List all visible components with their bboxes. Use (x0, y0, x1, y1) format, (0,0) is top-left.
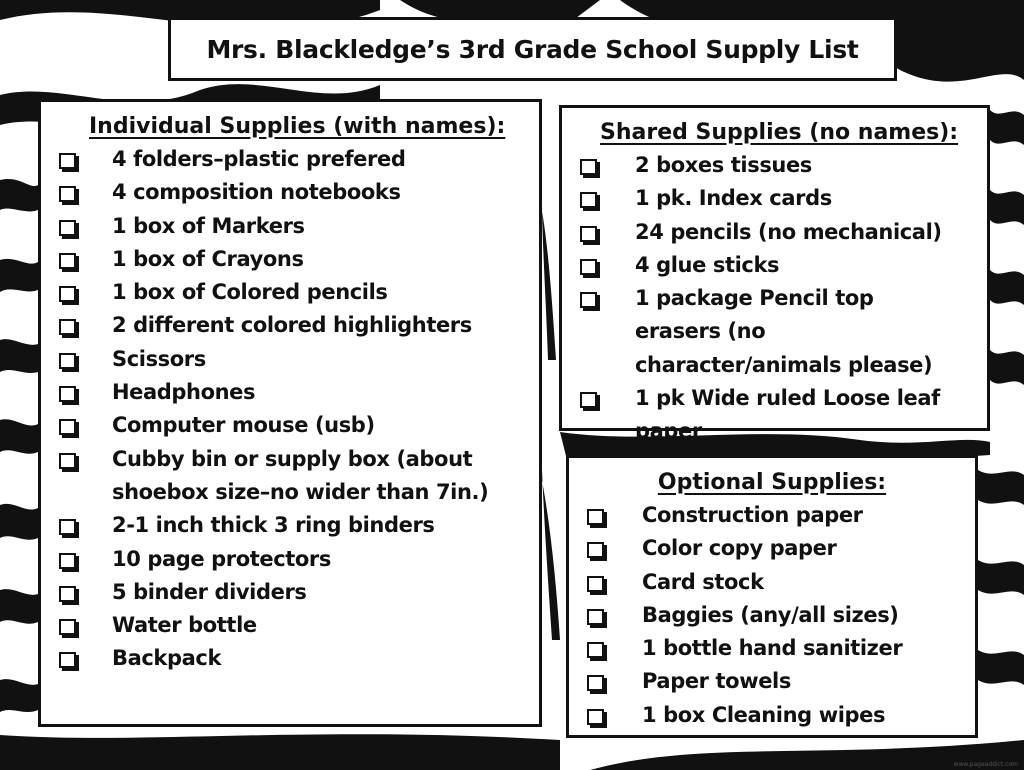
checkbox-icon (59, 619, 76, 635)
checkbox-icon (580, 292, 597, 308)
list-item (55, 509, 539, 542)
list-item (576, 249, 987, 282)
checkbox-icon (580, 192, 597, 208)
checkbox-icon (59, 553, 76, 569)
list-item (583, 699, 975, 732)
checkbox-icon (59, 353, 76, 369)
title-box (168, 17, 897, 81)
checkbox-icon (580, 159, 597, 175)
checkbox-icon (587, 509, 604, 525)
list-item (576, 149, 987, 182)
checkbox-icon (59, 186, 76, 202)
list-item (583, 532, 975, 565)
list-item (55, 243, 539, 276)
item-label: Cubby bin or supply box (about shoebox size–no wider than 7in.) (112, 446, 489, 504)
list-item (55, 210, 539, 243)
item-label: 4 composition notebooks (112, 180, 401, 205)
checkbox-icon (580, 226, 597, 242)
page-title: Mrs. Blackledge’s 3rd Grade School Supply List (206, 34, 859, 64)
individual-supplies-box (38, 99, 542, 727)
shared-supplies-heading: Shared Supplies (no names): (600, 120, 959, 145)
checkbox-icon (59, 220, 76, 236)
item-label: Water bottle (112, 613, 257, 638)
list-item (576, 382, 987, 449)
item-label: 1 pk Wide ruled Loose leaf paper (635, 386, 940, 444)
list-item (576, 282, 987, 382)
list-item (55, 443, 539, 510)
item-label: 1 package Pencil top erasers (no character/animals please) (635, 286, 933, 377)
optional-supplies-box (566, 455, 978, 738)
list-item (55, 309, 539, 342)
checkbox-icon (59, 286, 76, 302)
item-label: 1 pk. Index cards (635, 186, 832, 211)
list-item (583, 632, 975, 665)
item-label: 2 boxes tissues (635, 153, 812, 177)
list-item (55, 543, 539, 576)
item-label: Headphones (112, 380, 256, 405)
checkbox-icon (59, 319, 76, 335)
item-label: Construction paper (642, 503, 863, 527)
list-item (55, 409, 539, 442)
checkbox-icon (580, 392, 597, 408)
item-label: 1 bottle hand sanitizer (642, 636, 903, 661)
item-label: 5 binder dividers (112, 579, 307, 604)
list-item (583, 665, 975, 698)
item-label: 1 box of Colored pencils (112, 280, 388, 305)
list-item (583, 599, 975, 632)
item-label: Baggies (any/all sizes) (642, 602, 899, 627)
list-item (55, 376, 539, 409)
shared-supplies-box (559, 105, 990, 444)
list-item (55, 576, 539, 609)
list-item (583, 499, 975, 532)
checkbox-icon (587, 542, 604, 558)
item-label: 10 page protectors (112, 546, 331, 571)
watermark: www.pageaddict.com (953, 761, 1018, 768)
checkbox-icon (59, 253, 76, 269)
list-item (55, 276, 539, 309)
checkbox-icon (580, 259, 597, 275)
optional-supplies-heading: Optional Supplies: (657, 470, 887, 495)
item-label: 1 box of Markers (112, 213, 305, 238)
list-item (55, 176, 539, 209)
optional-supplies-list (583, 499, 975, 732)
item-label: 4 glue sticks (635, 252, 780, 277)
list-item (55, 343, 539, 376)
checkbox-icon (587, 576, 604, 592)
checkbox-icon (59, 519, 76, 535)
list-item (576, 182, 987, 215)
item-label: 2-1 inch thick 3 ring binders (112, 513, 435, 538)
item-label: 2 different colored highlighters (112, 313, 472, 338)
checkbox-icon (59, 419, 76, 435)
shared-supplies-list (576, 149, 987, 449)
individual-supplies-heading: Individual Supplies (with names): (89, 114, 506, 139)
item-label: 4 folders–plastic prefered (112, 147, 406, 171)
checkbox-icon (587, 675, 604, 691)
item-label: Backpack (112, 646, 222, 671)
checkbox-icon (587, 709, 604, 725)
checkbox-icon (59, 386, 76, 402)
item-label: Scissors (112, 346, 206, 371)
item-label: 1 box of Crayons (112, 246, 304, 271)
checkbox-icon (587, 642, 604, 658)
item-label: Card stock (642, 569, 764, 594)
checkbox-icon (59, 453, 76, 469)
checkbox-icon (59, 153, 76, 169)
item-label: Color copy paper (642, 536, 837, 561)
checkbox-icon (59, 652, 76, 668)
checkbox-icon (59, 586, 76, 602)
list-item (55, 143, 539, 176)
item-label: 1 box Cleaning wipes (642, 702, 886, 727)
individual-supplies-list (55, 143, 539, 676)
item-label: 24 pencils (no mechanical) (635, 219, 942, 244)
list-item (55, 609, 539, 642)
item-label: Computer mouse (usb) (112, 413, 375, 438)
item-label: Paper towels (642, 669, 791, 694)
checkbox-icon (587, 609, 604, 625)
list-item (55, 642, 539, 675)
list-item (576, 216, 987, 249)
list-item (583, 566, 975, 599)
